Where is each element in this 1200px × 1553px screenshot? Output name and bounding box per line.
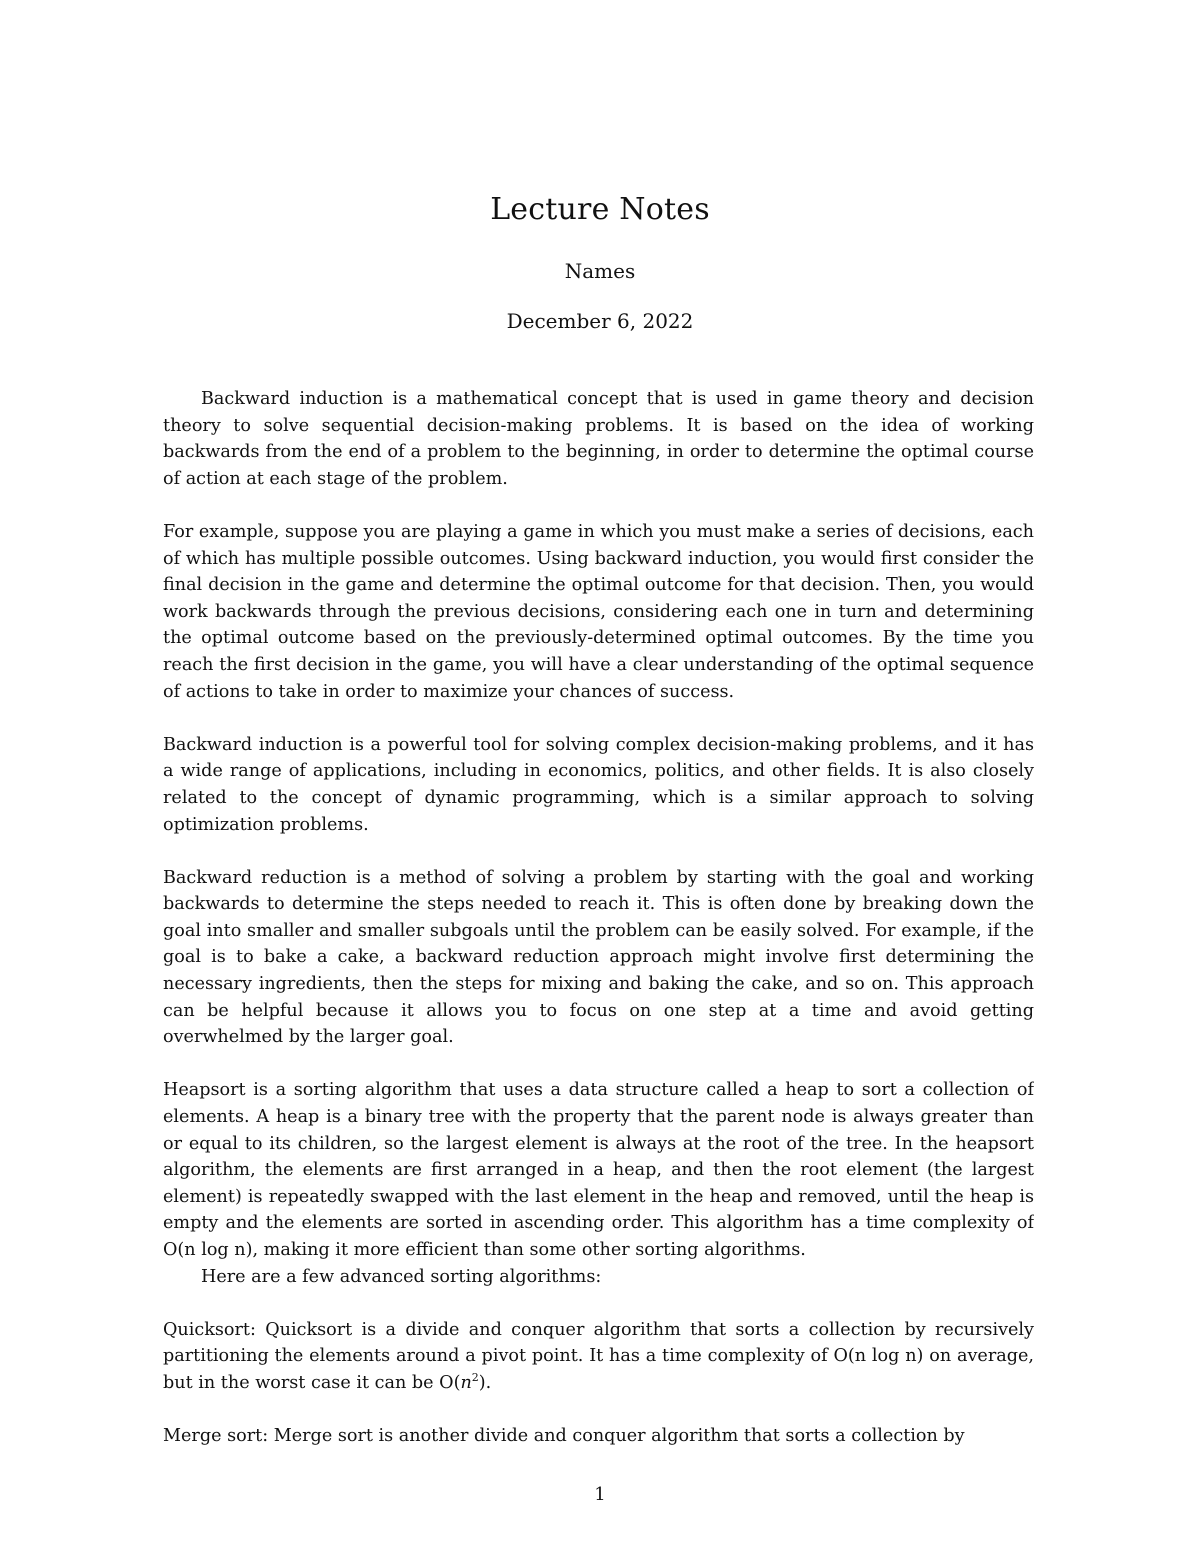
- paragraph-mergesort: Merge sort: Merge sort is another divide and conquer algorithm that sorts a collection by: [163, 1426, 965, 1447]
- paragraph-advanced-intro: Here are a few advanced sorting algorithms:: [201, 1266, 602, 1287]
- quicksort-text: Quicksort: Quicksort is a divide and conquer algorithm that sorts a collection by recursively partitioning the elements around a pivot point. It has a time complexity of O(n log n) on average, but in the worst case it can be O(: [163, 1319, 1034, 1393]
- document-author: Names: [564, 259, 636, 283]
- quicksort-exponent: 2: [471, 1371, 479, 1385]
- paragraph-backward-reduction: Backward reduction is a method of solving a problem by starting with the goal and working backwards to determine the steps needed to reach it. This is often done by breaking down the goal into smaller and smaller subgoals until the problem can be easily solved. For example, if the goal is to bake a cake, a backward reduction approach might involve first determining the necessary ingredients, then the steps for mixing and baking the cake, and so on. This approach can be helpful because it allows you to focus on one step at a time and avoid getting overwhelmed by the larger goal.: [163, 867, 1034, 1048]
- quicksort-math-var: n: [460, 1372, 472, 1393]
- document-body: [163, 386, 1034, 1486]
- page-number: 1: [594, 1484, 606, 1505]
- paragraph-backward-induction: Backward induction is a mathematical concept that is used in game theory and decision theory to solve sequential decision-making problems. It is based on the idea of working backwards from the end of a problem to the beginning, in order to determine the optimal course of action at each stage of the problem.: [163, 389, 1034, 489]
- document-title: Lecture Notes: [490, 192, 710, 227]
- document-date: December 6, 2022: [506, 309, 694, 333]
- paragraph-example: For example, suppose you are playing a game in which you must make a series of decisions, each of which has multiple possible outcomes. Using backward induction, you would first consider the final decision in the game and determine the optimal outcome for that decision. Then, you would work backwards through the previous decisions, considering each one in turn and determining the optimal outcome based on the previously-determined optimal outcomes. By the time you reach the first decision in the game, you will have a clear understanding of the optimal sequence of actions to take in order to maximize your chances of success.: [163, 521, 1034, 702]
- paragraph-applications: Backward induction is a powerful tool for solving complex decision-making problems, and it has a wide range of applications, including in economics, politics, and other fields. It is also closely related to the concept of dynamic programming, which is a similar approach to solving optimization problems.: [163, 734, 1034, 835]
- paragraph-heapsort: Heapsort is a sorting algorithm that uses a data structure called a heap to sort a collection of elements. A heap is a binary tree with the property that the parent node is always greater than or equal to its children, so the largest element is always at the root of the tree. In the heapsort algorithm, the elements are first arranged in a heap, and then the root element (the largest element) is repeatedly swapped with the last element in the heap and removed, until the heap is empty and the elements are sorted in ascending order. This algorithm has a time complexity of O(n log n), making it more efficient than some other sorting algorithms.: [163, 1080, 1034, 1260]
- quicksort-tail: ).: [478, 1372, 492, 1393]
- paragraph-quicksort: [163, 1317, 1034, 1397]
